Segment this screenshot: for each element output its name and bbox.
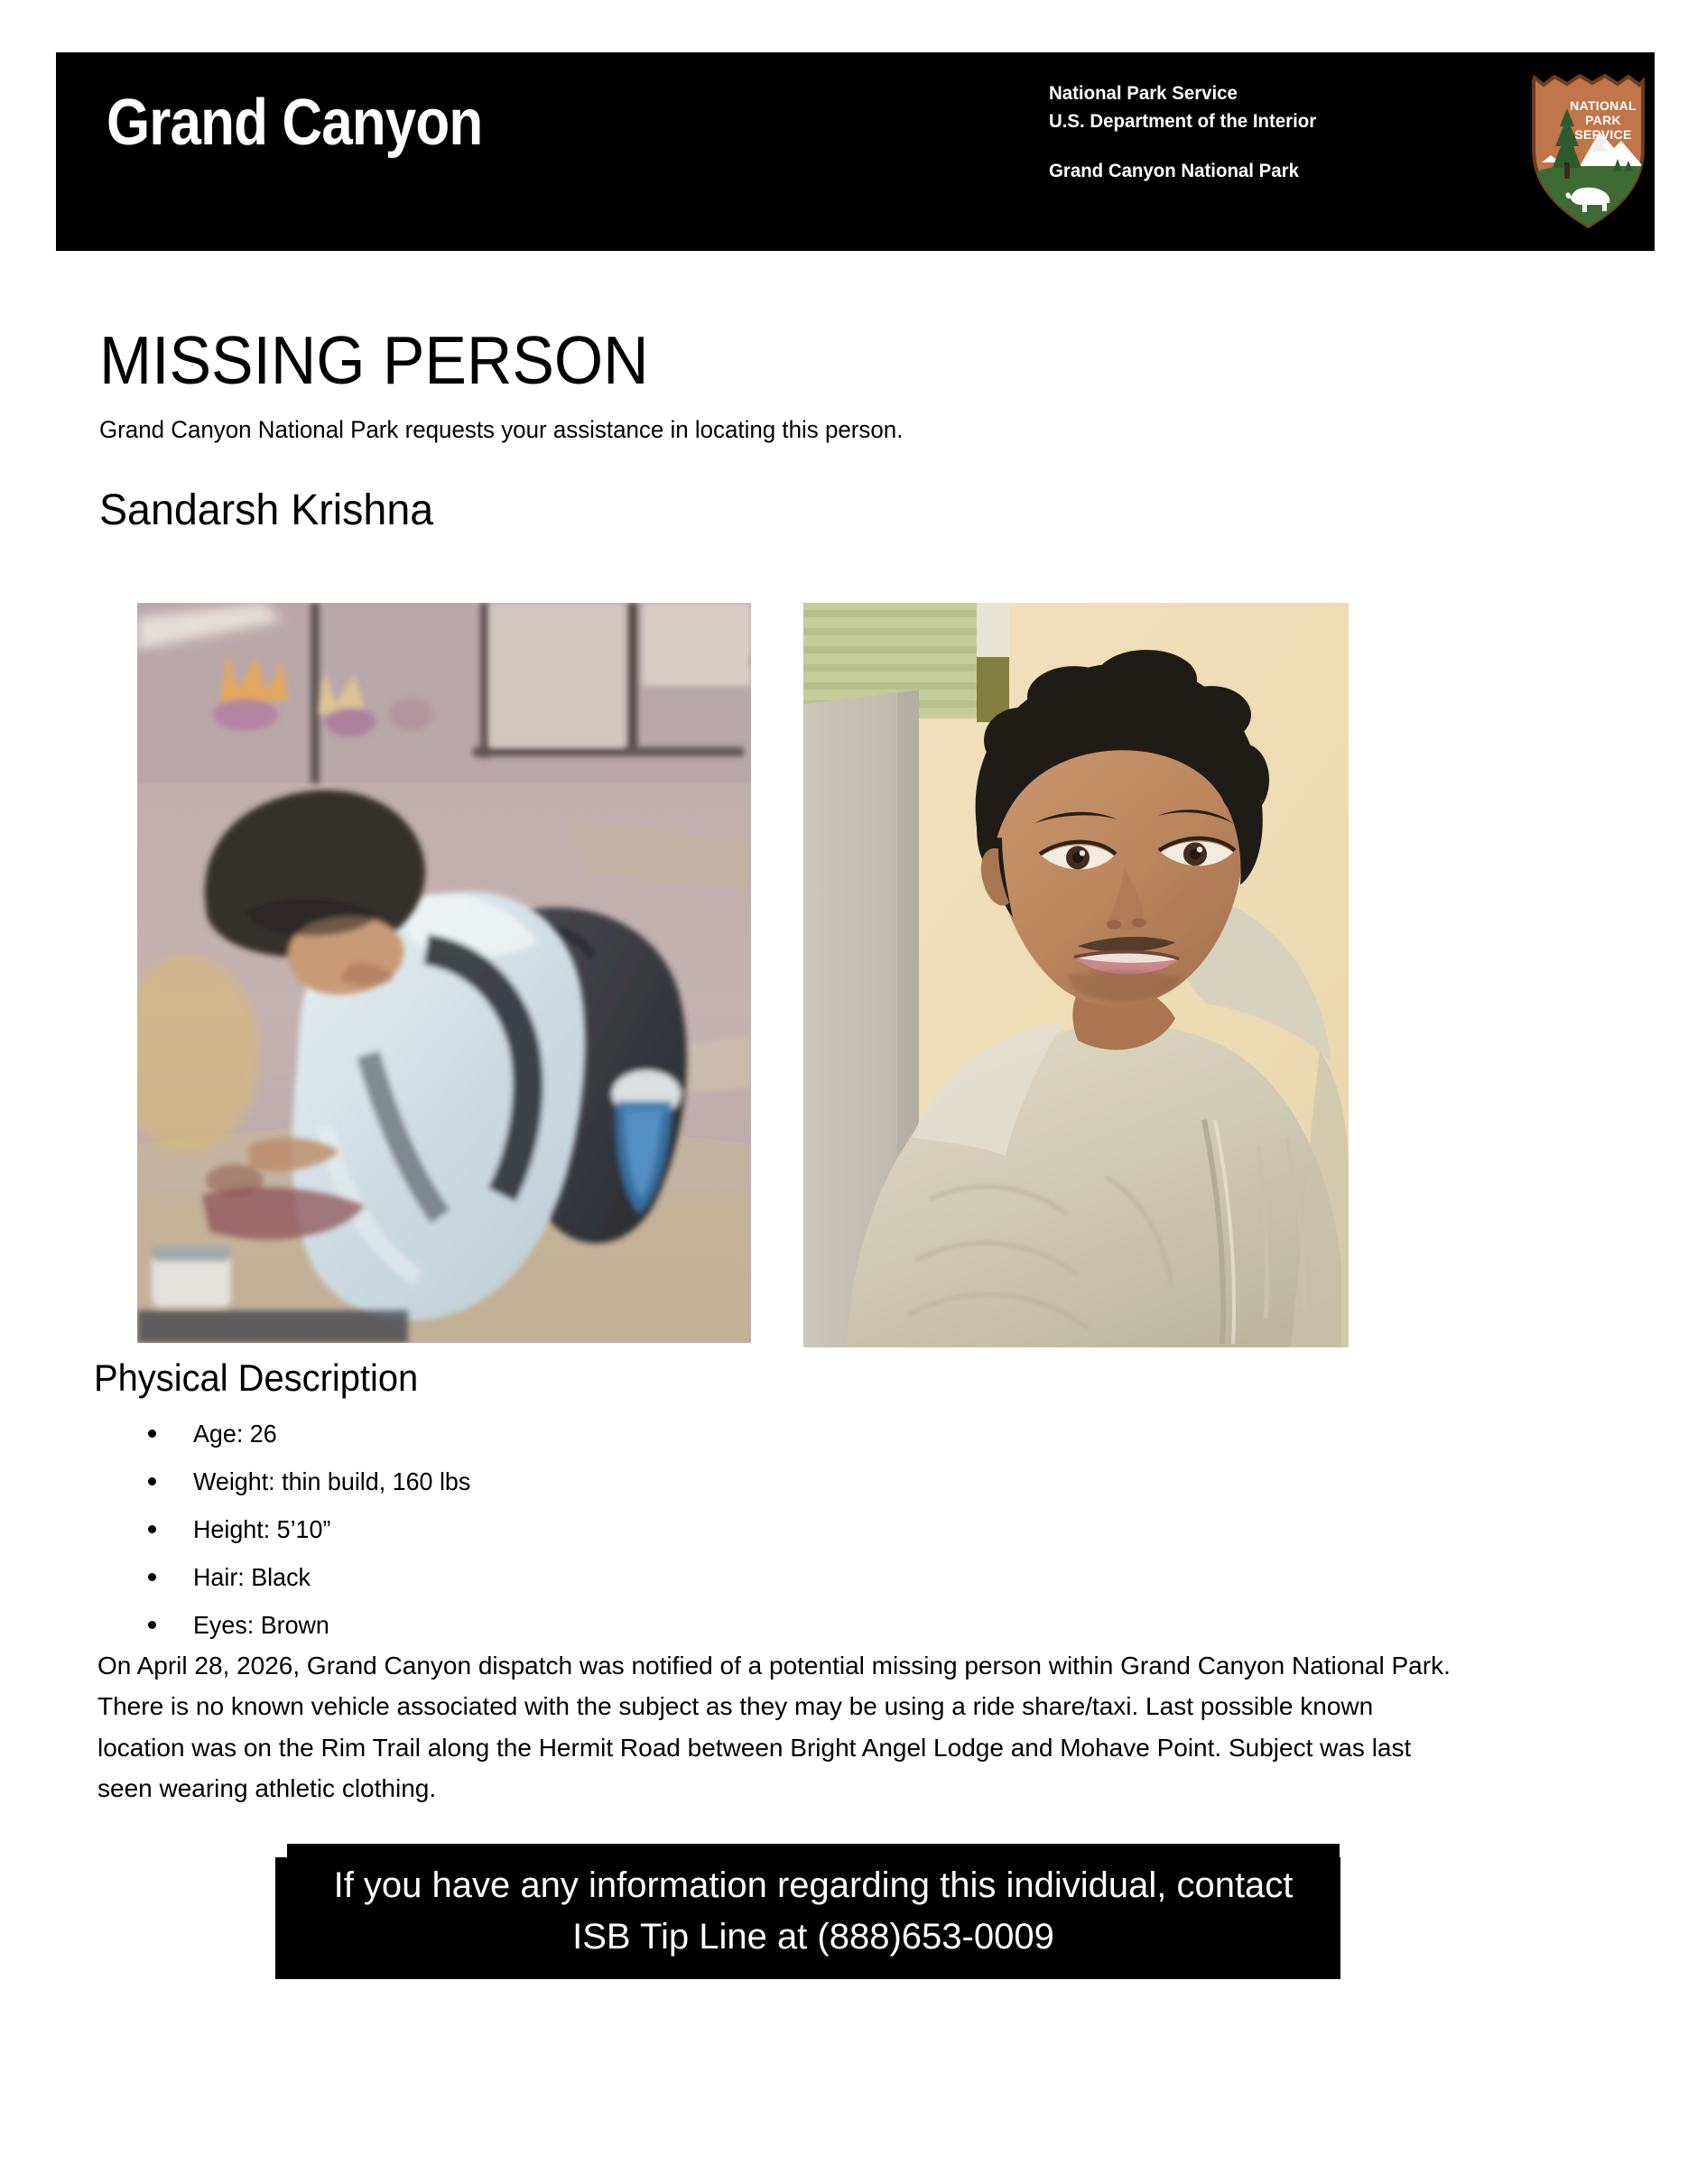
nps-arrowhead-icon: [1527, 72, 1649, 230]
list-item: [94, 1505, 1087, 1553]
surveillance-photo: [137, 603, 751, 1343]
svg-text:NATIONAL: NATIONAL: [1570, 98, 1637, 113]
physical-description-list: [94, 1410, 1087, 1649]
incident-narrative: On April 28, 2026, Grand Canyon dispatch was notified of a potential missing person within Grand Canyon National Park. There is no known vehicle associated with the subject as they may be using a ride share/taxi. Last possible known location was on the Rim Trail along the Hermit Road between Bright Angel Lodge and Mohave Point. Subject was last seen wearing athletic clothing.: [97, 1652, 1451, 1803]
attribute-height: Height: 5’10”: [193, 1515, 331, 1543]
park-unit-name: Grand Canyon National Park: [1049, 160, 1299, 182]
bullet-icon: [148, 1525, 156, 1533]
assistance-statement: Grand Canyon National Park requests your assistance in locating this person.: [99, 415, 904, 443]
contact-banner[interactable]: [287, 1844, 1340, 1979]
physical-description-heading: Physical Description: [94, 1356, 419, 1399]
portrait-photo: [803, 603, 1349, 1347]
bullet-icon: [148, 1573, 156, 1581]
page-title: MISSING PERSON: [99, 322, 649, 398]
agency-identity-block: [1049, 79, 1316, 185]
bullet-icon: [148, 1477, 156, 1485]
bullet-icon: [148, 1621, 156, 1629]
attribute-age: Age: 26: [193, 1420, 277, 1448]
svg-text:SERVICE: SERVICE: [1574, 127, 1632, 142]
list-item: [94, 1601, 1087, 1649]
list-item: [94, 1458, 1087, 1505]
header-bar: [56, 52, 1655, 251]
person-name: Sandarsh Krishna: [99, 486, 434, 534]
park-title: Grand Canyon: [107, 87, 483, 159]
attribute-hair: Hair: Black: [193, 1563, 311, 1591]
attribute-eyes: Eyes: Brown: [193, 1611, 329, 1639]
svg-text:PARK: PARK: [1585, 113, 1621, 127]
list-item: [94, 1553, 1087, 1601]
attribute-weight: Weight: thin build, 160 lbs: [193, 1467, 471, 1495]
department-name: U.S. Department of the Interior: [1049, 109, 1317, 132]
agency-name: National Park Service: [1049, 82, 1238, 104]
contact-banner-text: If you have any information regarding this individual, contact ISB Tip Line at (888)653-0009: [333, 1865, 1294, 1957]
poster-heading-block: [99, 322, 1507, 535]
bullet-icon: [148, 1430, 156, 1438]
list-item: [94, 1410, 1087, 1458]
